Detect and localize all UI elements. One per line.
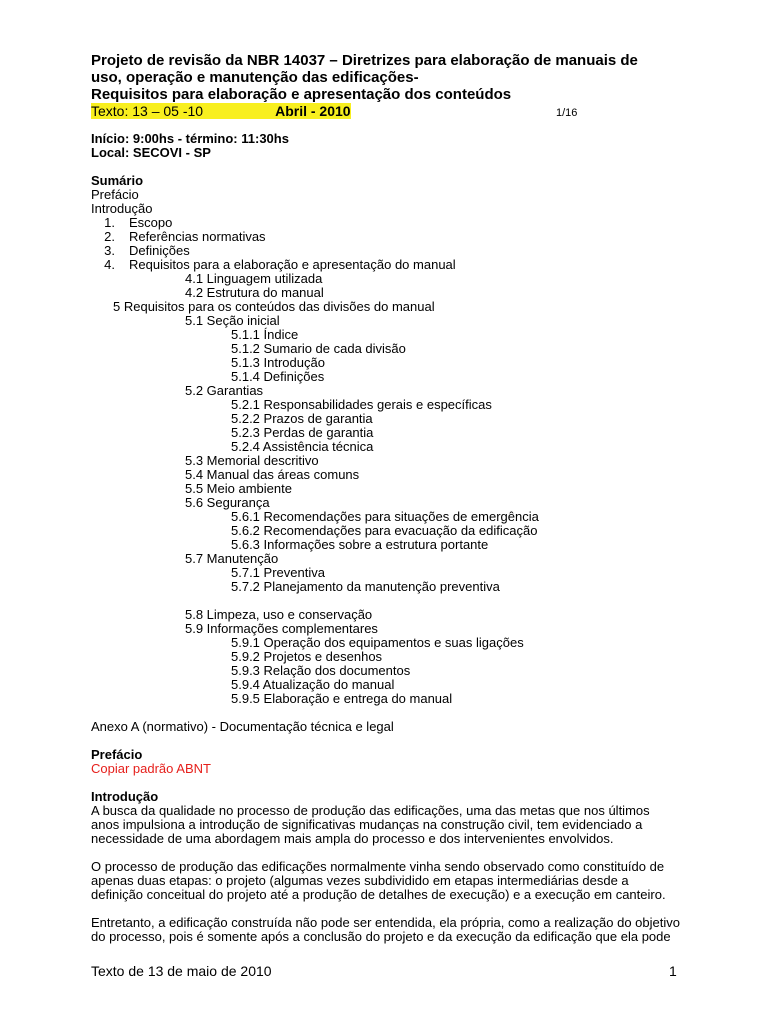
summary-item-label: Prefácio	[91, 187, 139, 202]
summary-item-label: 5.1.1 Índice	[231, 327, 299, 342]
summary-item-label: 5.4 Manual das áreas comuns	[185, 467, 360, 482]
texto-date-line	[91, 103, 691, 120]
summary-item	[91, 566, 691, 580]
summary-item	[91, 664, 691, 678]
summary-item	[91, 440, 691, 454]
summary-item	[91, 398, 691, 412]
summary-item-label: 5 Requisitos para os conteúdos das divisões do manual	[113, 299, 435, 314]
preface-note: Copiar padrão ABNT	[91, 761, 211, 776]
paragraph-line: O processo de produção das edificações normalmente vinha sendo observado como constituído de	[91, 859, 665, 874]
summary-item	[91, 272, 691, 286]
summary-item-label: 5.7.1 Preventiva	[231, 565, 325, 580]
summary-item	[91, 286, 691, 300]
summary-item	[91, 524, 691, 538]
page-fraction: 1/16	[556, 107, 578, 119]
summary-item-number: 1.	[104, 215, 115, 230]
summary-item	[91, 538, 691, 552]
summary-item	[91, 370, 691, 384]
summary-item	[91, 636, 691, 650]
summary-item-label: 5.7 Manutenção	[185, 551, 279, 566]
summary-item	[91, 188, 691, 202]
summary-item	[91, 314, 691, 328]
summary-item	[91, 244, 691, 258]
summary-item-label: 5.9.4 Atualização do manual	[231, 677, 395, 692]
summary-item-number: 4.	[104, 257, 115, 272]
summary-item	[91, 496, 691, 510]
introduction-paragraph	[91, 804, 691, 846]
summary-item-label: Referências normativas	[129, 229, 266, 244]
texto-highlight	[91, 103, 351, 119]
paragraph-line: do processo, pois é somente após a conclusão do projeto e da execução da edificação que ela pode	[91, 929, 671, 944]
summary-item	[91, 678, 691, 692]
summary-item	[91, 328, 691, 342]
summary-item-label: 5.3 Memorial descritivo	[185, 453, 319, 468]
summary-heading: Sumário	[91, 173, 144, 188]
summary-item	[91, 468, 691, 482]
summary-item	[91, 510, 691, 524]
paragraph-line: A busca da qualidade no processo de produção das edificações, uma das metas que nos últimos	[91, 803, 650, 818]
introduction-paragraph	[91, 916, 691, 944]
summary-item	[91, 594, 691, 608]
summary-item-label: 4.2 Estrutura do manual	[185, 285, 324, 300]
summary-item-label: 5.9.1 Operação dos equipamentos e suas ligações	[231, 635, 524, 650]
summary-item	[91, 608, 691, 622]
summary-item-label: 4.1 Linguagem utilizada	[185, 271, 323, 286]
summary-item-label: 5.2.1 Responsabilidades gerais e específicas	[231, 397, 492, 412]
summary-item-label: Introdução	[91, 201, 153, 216]
introduction-heading: Introdução	[91, 789, 159, 804]
summary-item-label: 5.2 Garantias	[185, 383, 264, 398]
summary-item	[91, 342, 691, 356]
summary-item-label: Escopo	[129, 215, 173, 230]
summary-item-label: 5.9.2 Projetos e desenhos	[231, 649, 383, 664]
paragraph-line: Entretanto, a edificação construída não pode ser entendida, ela própria, como a realização do objetivo	[91, 915, 680, 930]
annex-line: Anexo A (normativo) - Documentação técnica e legal	[91, 719, 394, 734]
summary-item	[91, 202, 691, 216]
summary-item	[91, 258, 691, 272]
summary-item-label: 5.9.3 Relação dos documentos	[231, 663, 411, 678]
paragraph-line: necessidade de uma abordagem mais ampla do processo e dos intervenientes envolvidos.	[91, 831, 614, 846]
summary-item-number: 3.	[104, 243, 115, 258]
introduction-paragraph	[91, 860, 691, 902]
summary-item	[91, 552, 691, 566]
meeting-time: Início: 9:00hs - término: 11:30hs	[91, 131, 289, 146]
paragraph-line: anos impulsiona a introdução de significativas mudanças na construção civil, tem evidenciado a	[91, 817, 643, 832]
summary-item-label: Requisitos para a elaboração e apresentação do manual	[129, 257, 456, 272]
summary-item	[91, 454, 691, 468]
summary-item-label: 5.6 Segurança	[185, 495, 270, 510]
date-label: Abril - 2010	[275, 103, 351, 119]
document-page	[91, 52, 691, 944]
summary-item-label: 5.9 Informações complementares	[185, 621, 378, 636]
summary-item-label: Definições	[129, 243, 190, 258]
title-line-2: uso, operação e manutenção das edificações-	[91, 69, 419, 86]
summary-item-label: 5.9.5 Elaboração e entrega do manual	[231, 691, 453, 706]
summary-item	[91, 384, 691, 398]
summary-item-label: 5.7.2 Planejamento da manutenção preventiva	[231, 579, 500, 594]
summary-item	[91, 580, 691, 594]
summary-item-label: 5.6.2 Recomendações para evacuação da edificação	[231, 523, 538, 538]
summary-item	[91, 300, 691, 314]
paragraph-line: apenas duas etapas: o projeto (algumas vezes subdividido em etapas intermediárias desde a	[91, 873, 629, 888]
summary-item	[91, 356, 691, 370]
summary-item	[91, 622, 691, 636]
summary-item-label: 5.5 Meio ambiente	[185, 481, 292, 496]
summary-item	[91, 426, 691, 440]
summary-item	[91, 692, 691, 706]
summary-item	[91, 230, 691, 244]
summary-item-number: 2.	[104, 229, 115, 244]
summary-item	[91, 216, 691, 230]
summary-item-label: 5.2.3 Perdas de garantia	[231, 425, 374, 440]
introduction-body	[91, 804, 691, 944]
footer-date: Texto de 13 de maio de 2010	[91, 963, 272, 979]
summary-item-label: 5.8 Limpeza, uso e conservação	[185, 607, 373, 622]
summary-item-label: 5.2.2 Prazos de garantia	[231, 411, 373, 426]
summary-item-label: 5.1.2 Sumario de cada divisão	[231, 341, 406, 356]
preface-heading: Prefácio	[91, 747, 143, 762]
footer-page-number: 1	[669, 963, 677, 979]
texto-label: Texto: 13 – 05 -10	[91, 103, 204, 119]
summary-item-label: 5.1.4 Definições	[231, 369, 325, 384]
summary-item	[91, 482, 691, 496]
summary-list	[91, 188, 691, 706]
summary-item-label: 5.6.1 Recomendações para situações de emergência	[231, 509, 539, 524]
meeting-place: Local: SECOVI - SP	[91, 145, 211, 160]
summary-item	[91, 412, 691, 426]
paragraph-line: definição conceitual do projeto até a produção de detalhes de execução) e a execução em canteiro.	[91, 887, 666, 902]
summary-item-label: 5.2.4 Assistência técnica	[231, 439, 374, 454]
summary-item-label: 5.1 Seção inicial	[185, 313, 280, 328]
title-line-1: Projeto de revisão da NBR 14037 – Diretrizes para elaboração de manuais de	[91, 52, 638, 69]
document-title	[91, 52, 691, 103]
summary-item	[91, 650, 691, 664]
title-line-3: Requisitos para elaboração e apresentação dos conteúdos	[91, 86, 512, 103]
summary-item-label: 5.6.3 Informações sobre a estrutura portante	[231, 537, 489, 552]
summary-item-label: 5.1.3 Introdução	[231, 355, 325, 370]
